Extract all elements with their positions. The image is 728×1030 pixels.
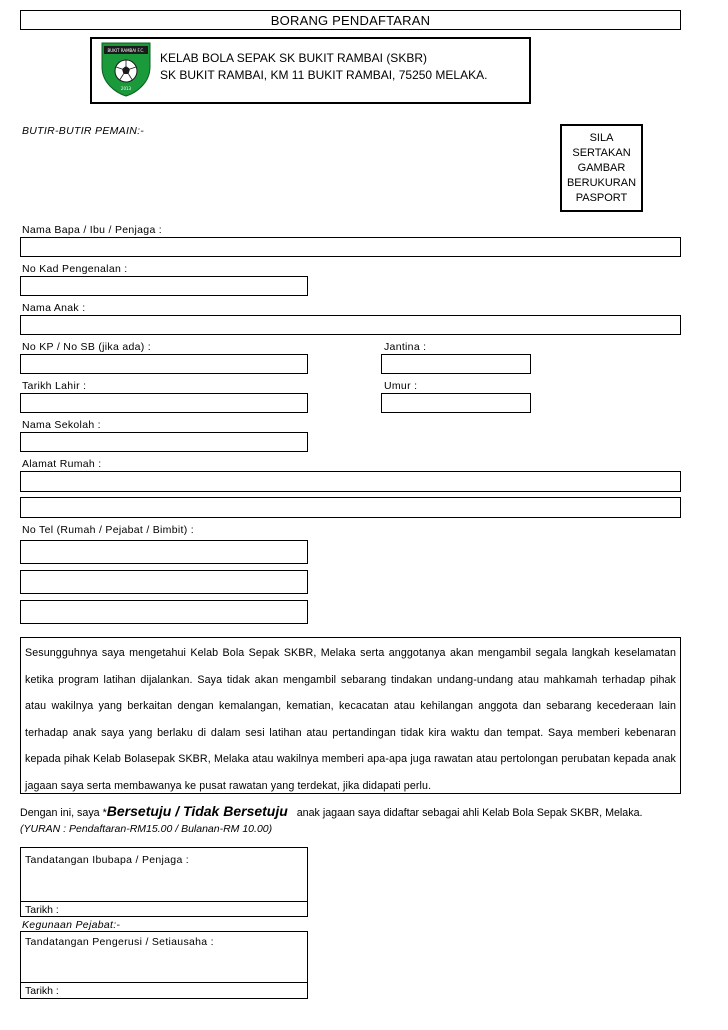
consent-statement [20,803,643,819]
parent-name-label: Nama Bapa / Ibu / Penjaga : [22,224,163,236]
club-address: SK BUKIT RAMBAI, KM 11 BUKIT RAMBAI, 75250 MELAKA. [160,68,488,82]
office-use-heading: Kegunaan Pejabat:- [22,919,121,931]
declaration-text: Sesungguhnya saya mengetahui Kelab Bola Sepak SKBR, Melaka serta anggotanya akan mengambil segala langkah keselamatan ketika program latihan dijalankan. Saya tidak akan mengambil sebarang tindakan undang-undang atau mahkamah terhadap pihak atau wakilnya yang berkaitan dengan kemalangan, kematian, kecacatan atau kehilangan anggota dan sebarang kecederaan lain terhadap anak saya yang berlaku di dalam sesi latihan atau pertandingan tidak kira waktu dan tempat. Saya memberi kebenaran kepada pihak Kelab Bolasepak SKBR, Melaka atau wakilnya memberi apa-apa juga rawatan atau pertolongan perubatan kepada anak jagaan saya serta membawanya ke pusat rawatan yang terdekat, jika didapati perlu. [20,637,681,794]
shield-logo-icon [100,41,152,97]
player-details-heading: BUTIR-BUTIR PEMAIN:- [22,125,145,137]
child-name-field[interactable] [20,315,681,335]
gender-label: Jantina : [384,341,427,353]
home-address-field[interactable] [20,471,681,492]
fees-note: (YURAN : Pendaftaran-RM15.00 / Bulanan-RM 10.00) [20,823,273,835]
photo-instruction-line: BERUKURAN [566,176,637,189]
photo-instruction-line: GAMBAR [577,161,626,174]
age-label: Umur : [384,380,418,392]
home-address-field[interactable] [20,497,681,518]
birth-date-label: Tarikh Lahir : [22,380,87,392]
phone-field[interactable] [20,540,308,564]
consent-choice[interactable]: Bersetuju / Tidak Bersetuju [106,803,288,819]
club-name: KELAB BOLA SEPAK SK BUKIT RAMBAI (SKBR) [160,51,427,65]
photo-instruction-line: SILA [589,131,614,144]
kp-sb-field[interactable] [20,354,308,374]
club-logo [100,41,152,97]
parent-name-field[interactable] [20,237,681,257]
consent-asterisk: * [102,807,107,819]
officer-date-label: Tarikh : [25,985,59,997]
parent-signature-box[interactable] [20,847,308,917]
svg-text:2013: 2013 [120,86,132,91]
kp-sb-label: No KP / No SB (jika ada) : [22,341,151,353]
form-title: BORANG PENDAFTARAN [20,10,681,30]
child-name-label: Nama Anak : [22,302,86,314]
phone-label: No Tel (Rumah / Pejabat / Bimbit) : [22,524,194,536]
divider [21,982,307,983]
gender-field[interactable] [381,354,531,374]
officer-signature-label: Tandatangan Pengerusi / Setiausaha : [25,936,214,948]
photo-instruction-line: PASPORT [575,191,628,204]
age-field[interactable] [381,393,531,413]
svg-text:BUKIT RAMBAI F.C.: BUKIT RAMBAI F.C. [107,48,145,53]
divider [21,901,307,902]
ic-number-field[interactable] [20,276,308,296]
consent-prefix: Dengan ini, saya [20,807,100,819]
birth-date-field[interactable] [20,393,308,413]
school-name-field[interactable] [20,432,308,452]
passport-photo-box [560,124,643,212]
officer-signature-box[interactable] [20,931,308,999]
ic-number-label: No Kad Pengenalan : [22,263,128,275]
parent-date-label: Tarikh : [25,904,59,916]
parent-signature-label: Tandatangan Ibubapa / Penjaga : [25,854,190,866]
photo-instruction-line: SERTAKAN [572,146,631,159]
home-address-label: Alamat Rumah : [22,458,102,470]
phone-field[interactable] [20,600,308,624]
phone-field[interactable] [20,570,308,594]
consent-suffix: anak jagaan saya didaftar sebagai ahli Kelab Bola Sepak SKBR, Melaka. [296,807,643,819]
school-name-label: Nama Sekolah : [22,419,101,431]
